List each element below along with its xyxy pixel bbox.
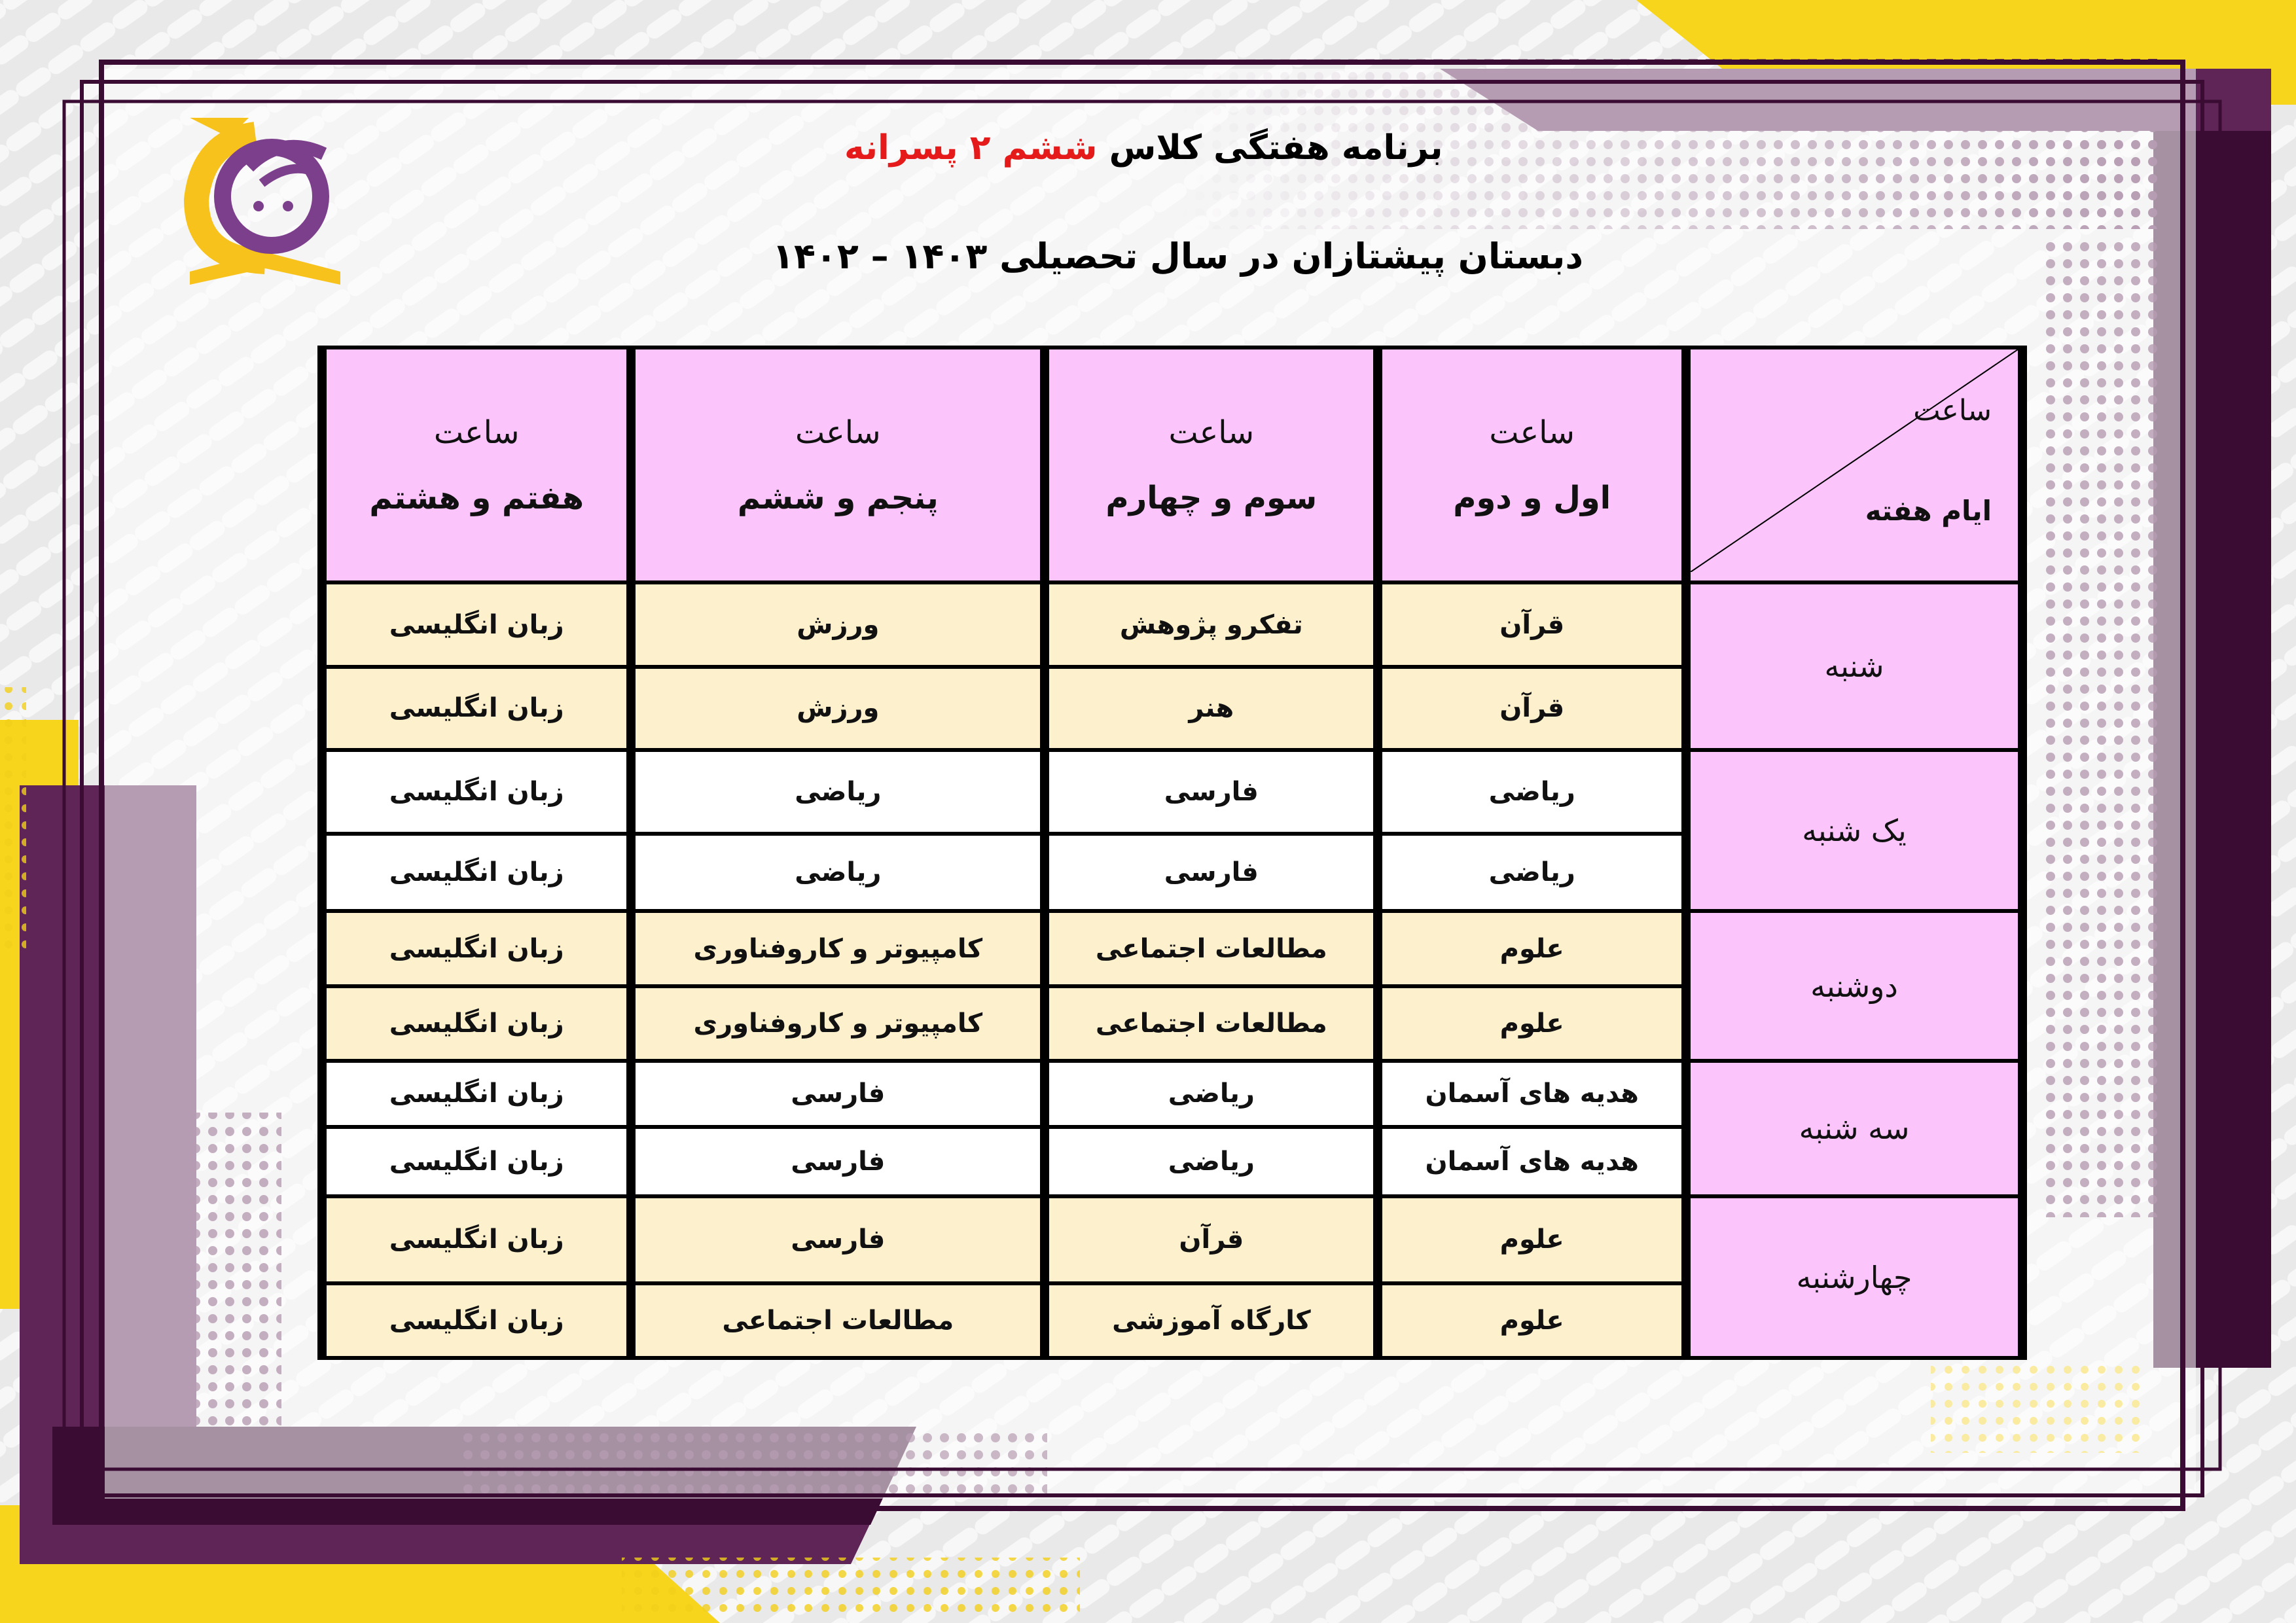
title-class-name: ششم ۲ پسرانه (844, 128, 1098, 168)
subject-cell: هدیه های آسمان (1382, 1063, 1681, 1126)
column-header (1049, 349, 1373, 580)
subject-cell: فارسی (1049, 752, 1373, 832)
subject-cell: ریاضی (1049, 1063, 1373, 1126)
column-header-line2: هفتم و هشتم (369, 479, 584, 516)
subject-cell: مطالعات اجتماعی (636, 1285, 1040, 1356)
table-row (327, 584, 2018, 665)
table-row (327, 913, 2018, 984)
day-cell: سه شنبه (1691, 1063, 2018, 1194)
weekly-schedule-table (317, 346, 2027, 1360)
subject-cell: زبان انگلیسی (327, 836, 626, 909)
page-title (844, 128, 1443, 168)
subject-cell: کامپیوتر و کاروفناوری (636, 913, 1040, 984)
column-header-line2: سوم و چهارم (1105, 479, 1318, 516)
subject-cell: علوم (1382, 988, 1681, 1059)
subject-cell: ورزش (636, 669, 1040, 748)
day-cell: یک شنبه (1691, 752, 2018, 910)
subject-cell: کارگاه آموزشی (1049, 1285, 1373, 1356)
subject-cell: زبان انگلیسی (327, 669, 626, 748)
day-cell: چهارشنبه (1691, 1198, 2018, 1356)
page-subtitle: دبستان پیشتازان در سال تحصیلی ۱۴۰۳ – ۱۴۰۲ (772, 236, 1584, 277)
subject-cell: علوم (1382, 1285, 1681, 1356)
header-row (327, 349, 2018, 580)
schedule-table-frame (317, 346, 2027, 1360)
subject-cell: ریاضی (1382, 752, 1681, 832)
subject-cell: زبان انگلیسی (327, 913, 626, 984)
subject-cell: کامپیوتر و کاروفناوری (636, 988, 1040, 1059)
subject-cell: ریاضی (636, 836, 1040, 909)
subject-cell: زبان انگلیسی (327, 988, 626, 1059)
column-header (327, 349, 626, 580)
table-row (327, 1198, 2018, 1281)
subject-cell: تفکرو پژوهش (1049, 584, 1373, 665)
subject-cell: فارسی (1049, 836, 1373, 909)
title-prefix: برنامه هفتگی کلاس (1109, 128, 1443, 168)
subject-cell: فارسی (636, 1198, 1040, 1281)
column-header-line1: ساعت (1489, 414, 1575, 451)
corner-day-label: ایام هفته (1865, 495, 1992, 527)
subject-cell: قرآن (1382, 669, 1681, 748)
subject-cell: فارسی (636, 1063, 1040, 1126)
subject-cell: ورزش (636, 584, 1040, 665)
subject-cell: مطالعات اجتماعی (1049, 988, 1373, 1059)
subject-cell: قرآن (1049, 1198, 1373, 1281)
subject-cell: مطالعات اجتماعی (1049, 913, 1373, 984)
subject-cell: هنر (1049, 669, 1373, 748)
subject-cell: قرآن (1382, 584, 1681, 665)
subject-cell: علوم (1382, 913, 1681, 984)
subject-cell: علوم (1382, 1198, 1681, 1281)
subject-cell: زبان انگلیسی (327, 1129, 626, 1194)
subject-cell: ریاضی (1049, 1129, 1373, 1194)
column-header-line2: اول و دوم (1453, 479, 1611, 516)
column-header-line2: پنجم و ششم (737, 479, 939, 516)
column-header (636, 349, 1040, 580)
subject-cell: فارسی (636, 1129, 1040, 1194)
subject-cell: زبان انگلیسی (327, 1063, 626, 1126)
table-row (327, 1063, 2018, 1126)
column-header-line1: ساعت (433, 414, 520, 451)
subject-cell: زبان انگلیسی (327, 1198, 626, 1281)
school-logo (177, 108, 353, 298)
day-cell: شنبه (1691, 584, 2018, 747)
subject-cell: زبان انگلیسی (327, 752, 626, 832)
column-header-line1: ساعت (1168, 414, 1255, 451)
subject-cell: زبان انگلیسی (327, 1285, 626, 1356)
subject-cell: ریاضی (636, 752, 1040, 832)
subject-cell: زبان انگلیسی (327, 584, 626, 665)
day-cell: دوشنبه (1691, 913, 2018, 1058)
column-header-line1: ساعت (795, 414, 881, 451)
corner-cell (1691, 349, 2018, 580)
table-row (327, 752, 2018, 832)
corner-hour-label: ساعت (1913, 394, 1992, 427)
subject-cell: ریاضی (1382, 836, 1681, 909)
column-header (1382, 349, 1681, 580)
subject-cell: هدیه های آسمان (1382, 1129, 1681, 1194)
